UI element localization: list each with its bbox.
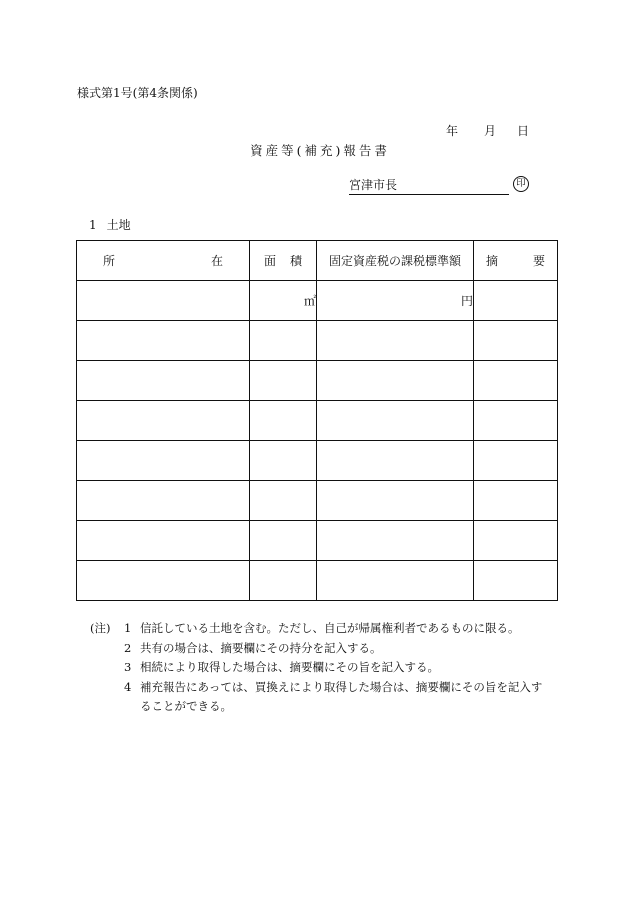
cell-tax-value[interactable] <box>317 481 474 521</box>
note-text: 相続により取得した場合は、摘要欄にその旨を記入する。 <box>140 660 439 674</box>
cell-tax-value[interactable] <box>317 441 474 481</box>
table-row <box>77 401 558 441</box>
note-number: 3 <box>124 660 132 674</box>
cell-remarks[interactable] <box>474 441 558 481</box>
table-header-row <box>77 241 558 281</box>
cell-tax-value[interactable] <box>317 361 474 401</box>
note-number: 4 <box>124 679 132 694</box>
cell-remarks[interactable] <box>474 321 558 361</box>
seal-mark: 印 <box>513 176 529 192</box>
cell-location[interactable] <box>77 401 250 441</box>
note-number: 1 <box>124 621 132 635</box>
cell-remarks[interactable] <box>474 561 558 601</box>
cell-location[interactable] <box>77 321 250 361</box>
date-year-label: 年 <box>446 124 459 138</box>
cell-area[interactable] <box>250 401 317 441</box>
land-table <box>76 240 558 601</box>
cell-remarks[interactable] <box>474 481 558 521</box>
header-tax-value: 固定資産税の課税標準額 <box>317 241 474 281</box>
cell-location[interactable] <box>77 521 250 561</box>
cell-location[interactable] <box>77 441 250 481</box>
cell-area[interactable] <box>250 521 317 561</box>
cell-area[interactable] <box>250 361 317 401</box>
date-month-label: 月 <box>484 124 497 138</box>
table-row <box>77 441 558 481</box>
table-row <box>77 521 558 561</box>
cell-remarks[interactable] <box>474 521 558 561</box>
section-number: 1 <box>89 218 97 232</box>
cell-area[interactable]: ㎡ <box>250 281 317 321</box>
cell-tax-value[interactable] <box>317 521 474 561</box>
date-day-label: 日 <box>517 124 530 138</box>
note-item <box>90 658 542 678</box>
table-row <box>77 281 558 321</box>
cell-remarks[interactable] <box>474 281 558 321</box>
header-location: 所 在 <box>77 241 250 281</box>
section-heading <box>89 216 131 233</box>
note-text: 共有の場合は、摘要欄にその持分を記入する。 <box>140 640 382 655</box>
note-continuation: ることができる。 <box>140 699 232 713</box>
table-row <box>77 481 558 521</box>
header-area: 面 積 <box>250 241 317 281</box>
notes-head: (注) <box>90 621 111 635</box>
document-title: 資産等(補充)報告書 <box>250 143 390 158</box>
cell-remarks[interactable] <box>474 361 558 401</box>
section-label: 土地 <box>106 218 131 232</box>
cell-tax-value[interactable] <box>317 401 474 441</box>
table-row <box>77 361 558 401</box>
cell-location[interactable] <box>77 361 250 401</box>
cell-tax-value[interactable] <box>317 561 474 601</box>
cell-location[interactable] <box>77 481 250 521</box>
note-number: 2 <box>124 640 132 655</box>
cell-area[interactable] <box>250 561 317 601</box>
header-remarks: 摘 要 <box>474 241 558 281</box>
cell-area[interactable] <box>250 321 317 361</box>
cell-tax-value[interactable]: 円 <box>317 281 474 321</box>
form-label: 様式第1号(第4条関係) <box>77 86 198 100</box>
table-row <box>77 321 558 361</box>
note-item <box>90 619 542 639</box>
table-row <box>77 561 558 601</box>
addressee: 宮津市長 <box>349 176 509 195</box>
cell-location[interactable] <box>77 561 250 601</box>
cell-area[interactable] <box>250 441 317 481</box>
note-text: 信託している土地を含む。ただし、自己が帰属権利者であるものに限る。 <box>140 621 520 635</box>
note-item <box>90 639 542 659</box>
cell-area[interactable] <box>250 481 317 521</box>
note-text: 補充報告にあっては、買換えにより取得した場合は、摘要欄にその旨を記入す <box>140 679 543 694</box>
notes <box>90 619 542 717</box>
cell-location[interactable] <box>77 281 250 321</box>
cell-tax-value[interactable] <box>317 321 474 361</box>
note-item <box>90 678 542 698</box>
cell-remarks[interactable] <box>474 401 558 441</box>
